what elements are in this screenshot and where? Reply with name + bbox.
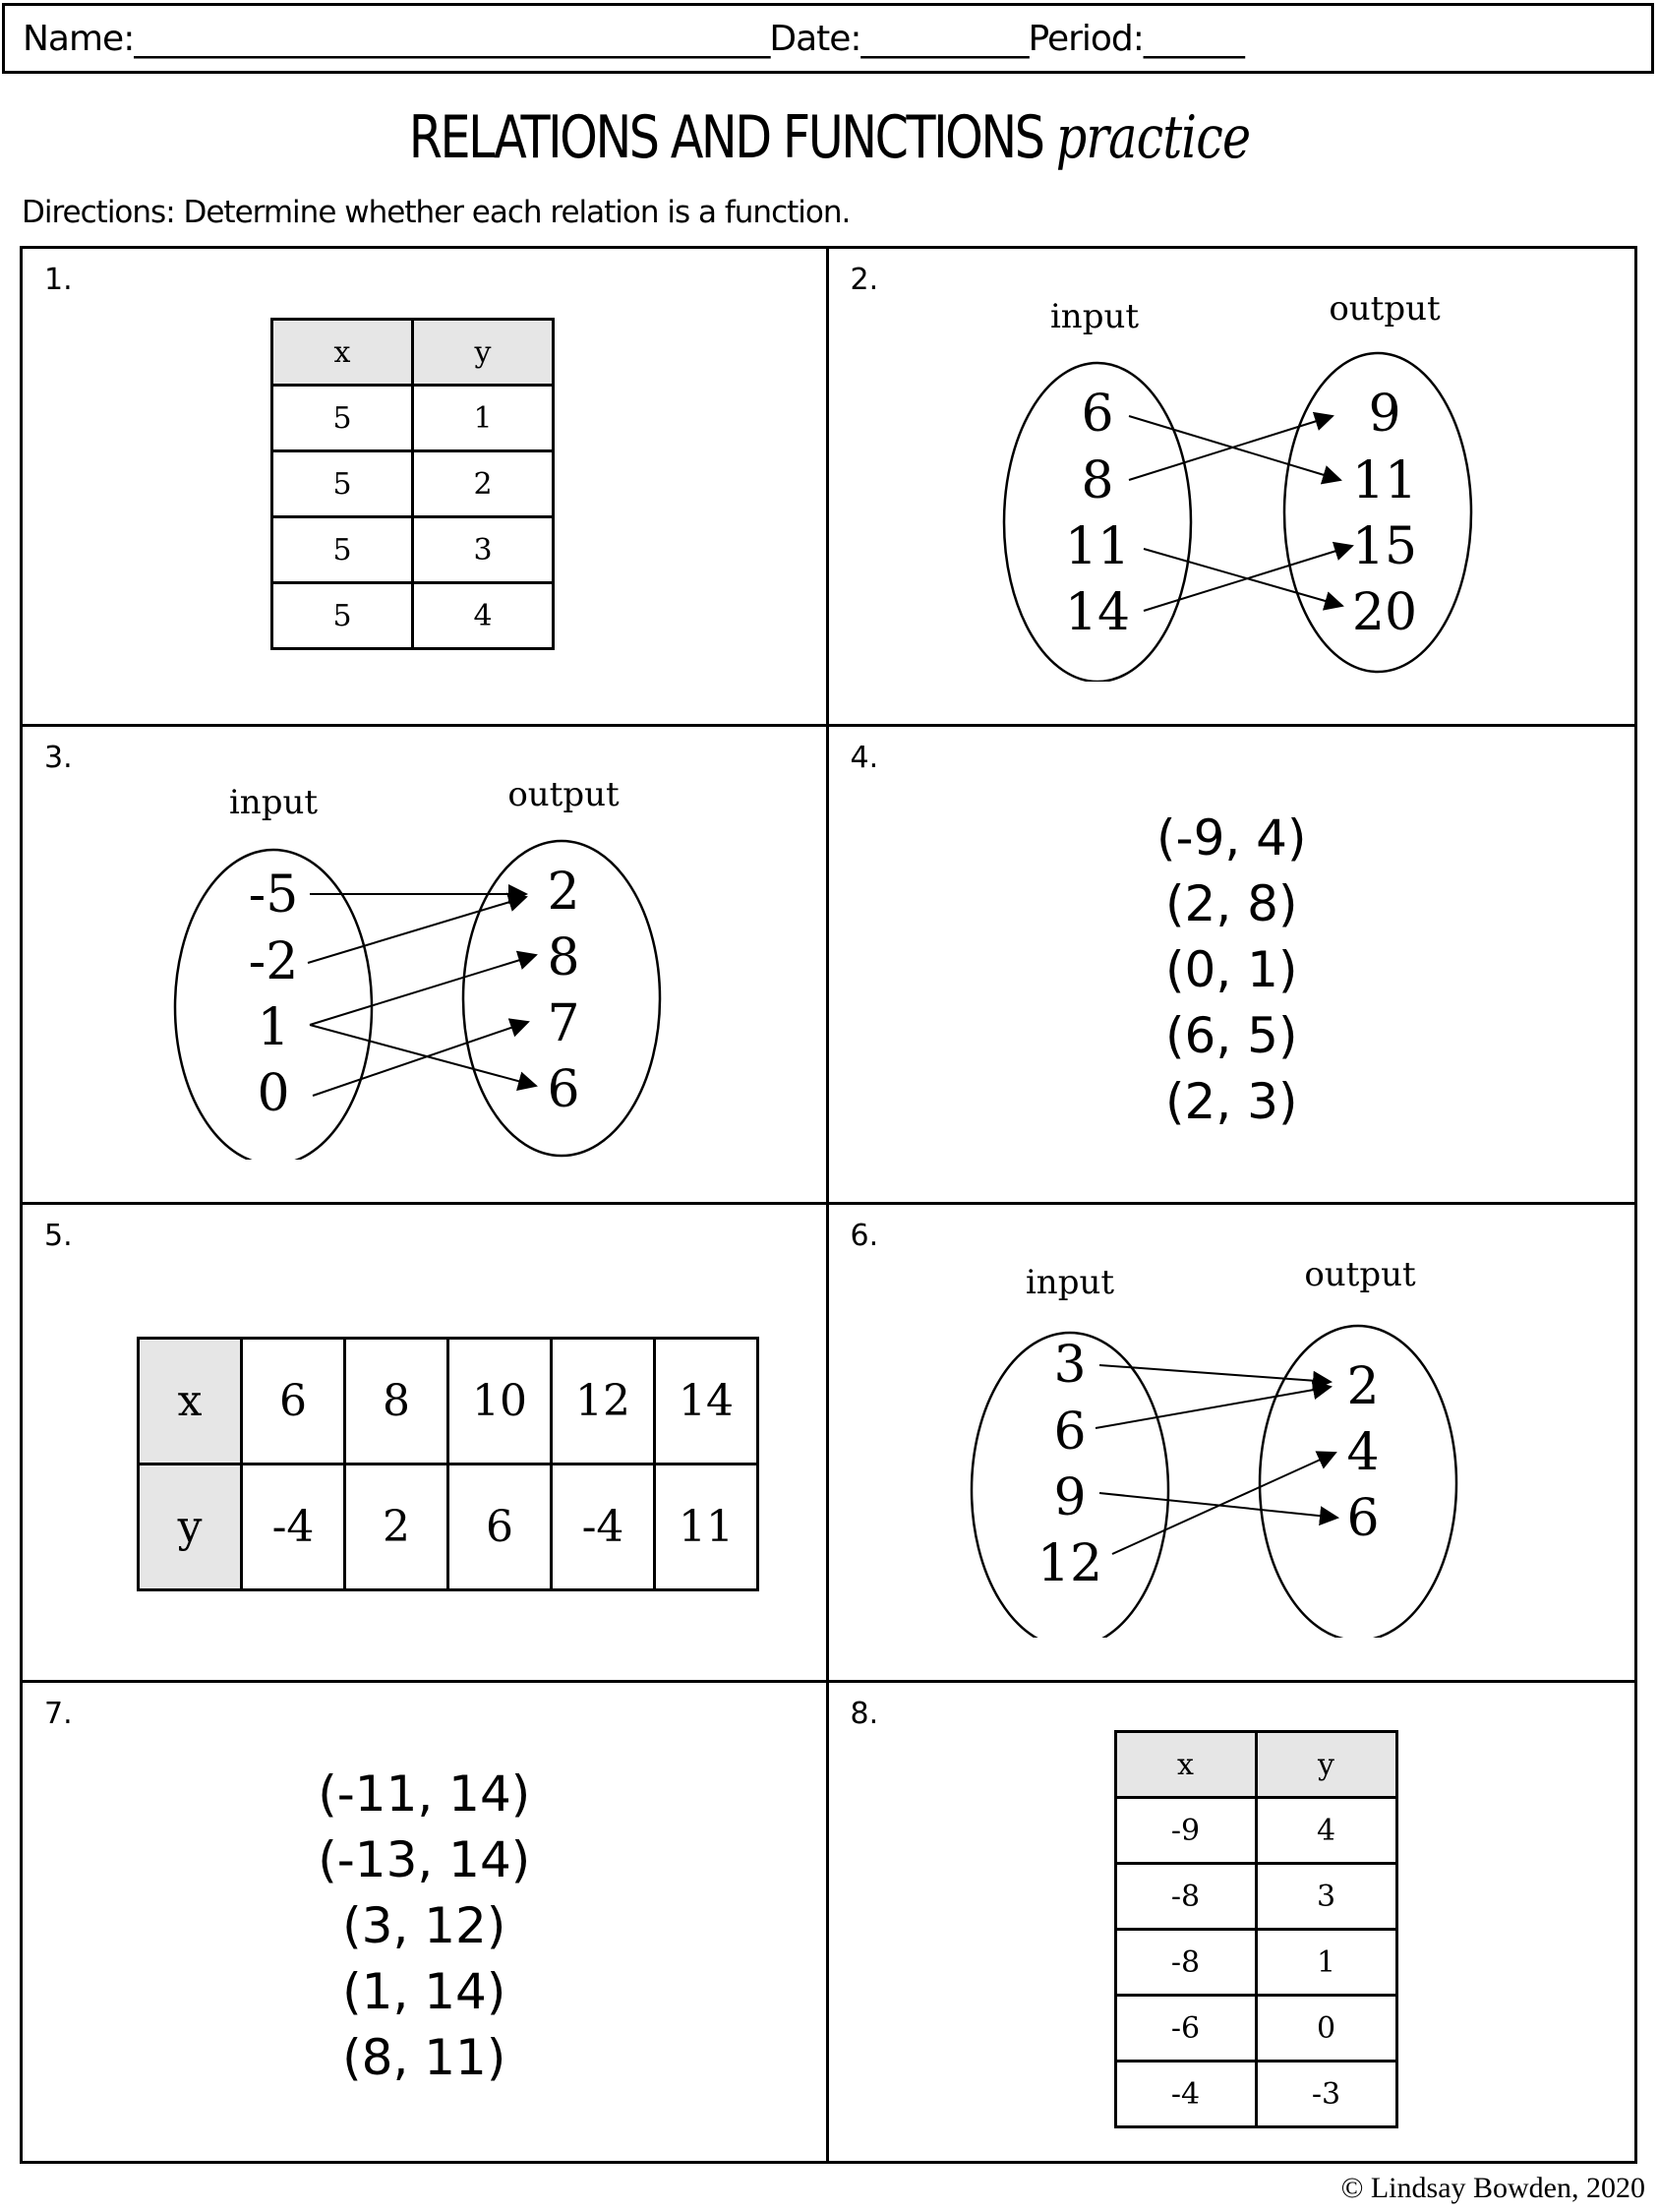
header-x: x — [139, 1339, 242, 1465]
arrow-icon — [313, 1022, 528, 1096]
output-label: output — [1328, 289, 1441, 329]
cell: -6 — [1115, 1996, 1256, 2062]
input-label: input — [1025, 1263, 1114, 1302]
cell: 3 — [413, 517, 554, 583]
arrow-icon — [310, 955, 536, 1025]
arrow-icon — [1099, 1365, 1331, 1382]
output-value: 4 — [1345, 1423, 1380, 1482]
output-label: output — [507, 775, 620, 814]
problem-number: 3. — [44, 741, 73, 775]
problem-grid — [20, 246, 1637, 2164]
date-label: Date: — [769, 18, 861, 59]
cell: 12 — [552, 1339, 655, 1465]
problem-number: 5. — [44, 1219, 73, 1253]
problem-2 — [829, 249, 1635, 727]
ordered-pair: (-13, 14) — [318, 1831, 531, 1888]
cell: -4 — [1115, 2062, 1256, 2127]
cell: 11 — [655, 1465, 758, 1590]
problem-number: 4. — [850, 741, 879, 775]
output-value: 7 — [547, 994, 580, 1053]
ordered-pairs — [23, 1762, 826, 2091]
cell: 4 — [1256, 1798, 1396, 1864]
cell: -8 — [1115, 1864, 1256, 1930]
arrow-icon — [310, 1025, 536, 1086]
ordered-pair: (1, 14) — [342, 1963, 506, 2020]
cell: 14 — [655, 1339, 758, 1465]
name-field[interactable]: ______________________________________ — [134, 18, 770, 59]
ordered-pair: (-11, 14) — [318, 1765, 531, 1823]
mapping-diagram — [962, 1225, 1512, 1638]
mapping-diagram — [150, 747, 701, 1160]
horizontal-xy-table — [137, 1337, 759, 1591]
ordered-pairs — [829, 806, 1635, 1135]
ordered-pair: (0, 1) — [1165, 941, 1298, 998]
cell: 8 — [345, 1339, 448, 1465]
cell: 10 — [448, 1339, 552, 1465]
input-value: 14 — [1064, 583, 1130, 642]
header-y: y — [1256, 1732, 1396, 1798]
problem-6 — [829, 1205, 1635, 1683]
ordered-pair: (2, 8) — [1165, 875, 1298, 932]
input-value: 12 — [1037, 1534, 1102, 1593]
cell: 5 — [272, 451, 413, 517]
cell: 5 — [272, 386, 413, 451]
output-value: 15 — [1351, 517, 1417, 576]
date-field[interactable]: __________ — [860, 18, 1029, 59]
cell: -3 — [1256, 2062, 1396, 2127]
problem-number: 6. — [850, 1219, 879, 1253]
output-value: 11 — [1351, 451, 1417, 510]
problem-number: 1. — [44, 263, 73, 297]
arrow-icon — [308, 897, 526, 963]
cell: 1 — [1256, 1930, 1396, 1996]
cell: 2 — [413, 451, 554, 517]
problem-number: 2. — [850, 263, 879, 297]
problem-7 — [23, 1683, 829, 2161]
output-value: 8 — [547, 928, 580, 987]
cell: 3 — [1256, 1864, 1396, 1930]
cell: 6 — [242, 1339, 345, 1465]
input-label: input — [228, 783, 319, 822]
cell: 6 — [448, 1465, 552, 1590]
output-label: output — [1303, 1255, 1416, 1294]
cell: -8 — [1115, 1930, 1256, 1996]
xy-table — [1114, 1730, 1398, 2128]
cell: 5 — [272, 583, 413, 649]
title-script: practice — [1055, 103, 1251, 172]
arrow-icon — [1112, 1453, 1335, 1554]
input-value: 11 — [1064, 517, 1130, 576]
title-main: RELATIONS AND FUNCTIONS — [408, 103, 1043, 172]
input-value: -2 — [248, 932, 299, 991]
input-label: input — [1049, 297, 1139, 336]
arrow-icon — [1144, 546, 1352, 611]
ordered-pair: (8, 11) — [342, 2029, 506, 2086]
mapping-diagram — [986, 269, 1537, 682]
cell: 4 — [413, 583, 554, 649]
copyright: © Lindsay Bowden, 2020 — [1340, 2172, 1645, 2204]
period-field[interactable]: ______ — [1143, 18, 1244, 59]
cell: 1 — [413, 386, 554, 451]
name-label: Name: — [23, 18, 135, 59]
cell: -9 — [1115, 1798, 1256, 1864]
header-y: y — [139, 1465, 242, 1590]
header-x: x — [272, 320, 413, 386]
problem-number: 7. — [44, 1697, 73, 1731]
header-x: x — [1115, 1732, 1256, 1798]
input-value: 3 — [1052, 1336, 1087, 1395]
input-value: 6 — [1052, 1403, 1087, 1462]
problem-5 — [23, 1205, 829, 1683]
input-value: 0 — [257, 1064, 290, 1123]
cell: 2 — [345, 1465, 448, 1590]
cell: 0 — [1256, 1996, 1396, 2062]
ordered-pair: (2, 3) — [1165, 1073, 1298, 1130]
output-value: 9 — [1367, 385, 1401, 444]
problem-number: 8. — [850, 1697, 879, 1731]
header-y: y — [413, 320, 554, 386]
problem-3 — [23, 727, 829, 1205]
problem-8 — [829, 1683, 1635, 2161]
input-value: 1 — [257, 998, 290, 1057]
input-value: 8 — [1080, 451, 1114, 510]
xy-table — [270, 318, 555, 650]
input-value: 6 — [1080, 385, 1114, 444]
ordered-pair: (3, 12) — [342, 1897, 506, 1954]
period-label: Period: — [1028, 18, 1144, 59]
output-value: 20 — [1351, 583, 1417, 642]
cell: 5 — [272, 517, 413, 583]
arrow-icon — [1096, 1387, 1331, 1428]
problem-1 — [23, 249, 829, 727]
problem-4 — [829, 727, 1635, 1205]
output-value: 6 — [547, 1060, 580, 1119]
input-value: 9 — [1052, 1468, 1087, 1527]
output-value: 6 — [1345, 1489, 1380, 1548]
output-value: 2 — [1345, 1357, 1380, 1416]
input-value: -5 — [248, 866, 299, 925]
page-title — [149, 103, 1510, 172]
ordered-pair: (6, 5) — [1165, 1007, 1298, 1064]
student-info-header — [2, 3, 1654, 74]
directions: Directions: Determine whether each relation is a function. — [22, 195, 851, 230]
ordered-pair: (-9, 4) — [1156, 809, 1307, 867]
output-value: 2 — [547, 863, 580, 922]
cell: -4 — [552, 1465, 655, 1590]
cell: -4 — [242, 1465, 345, 1590]
